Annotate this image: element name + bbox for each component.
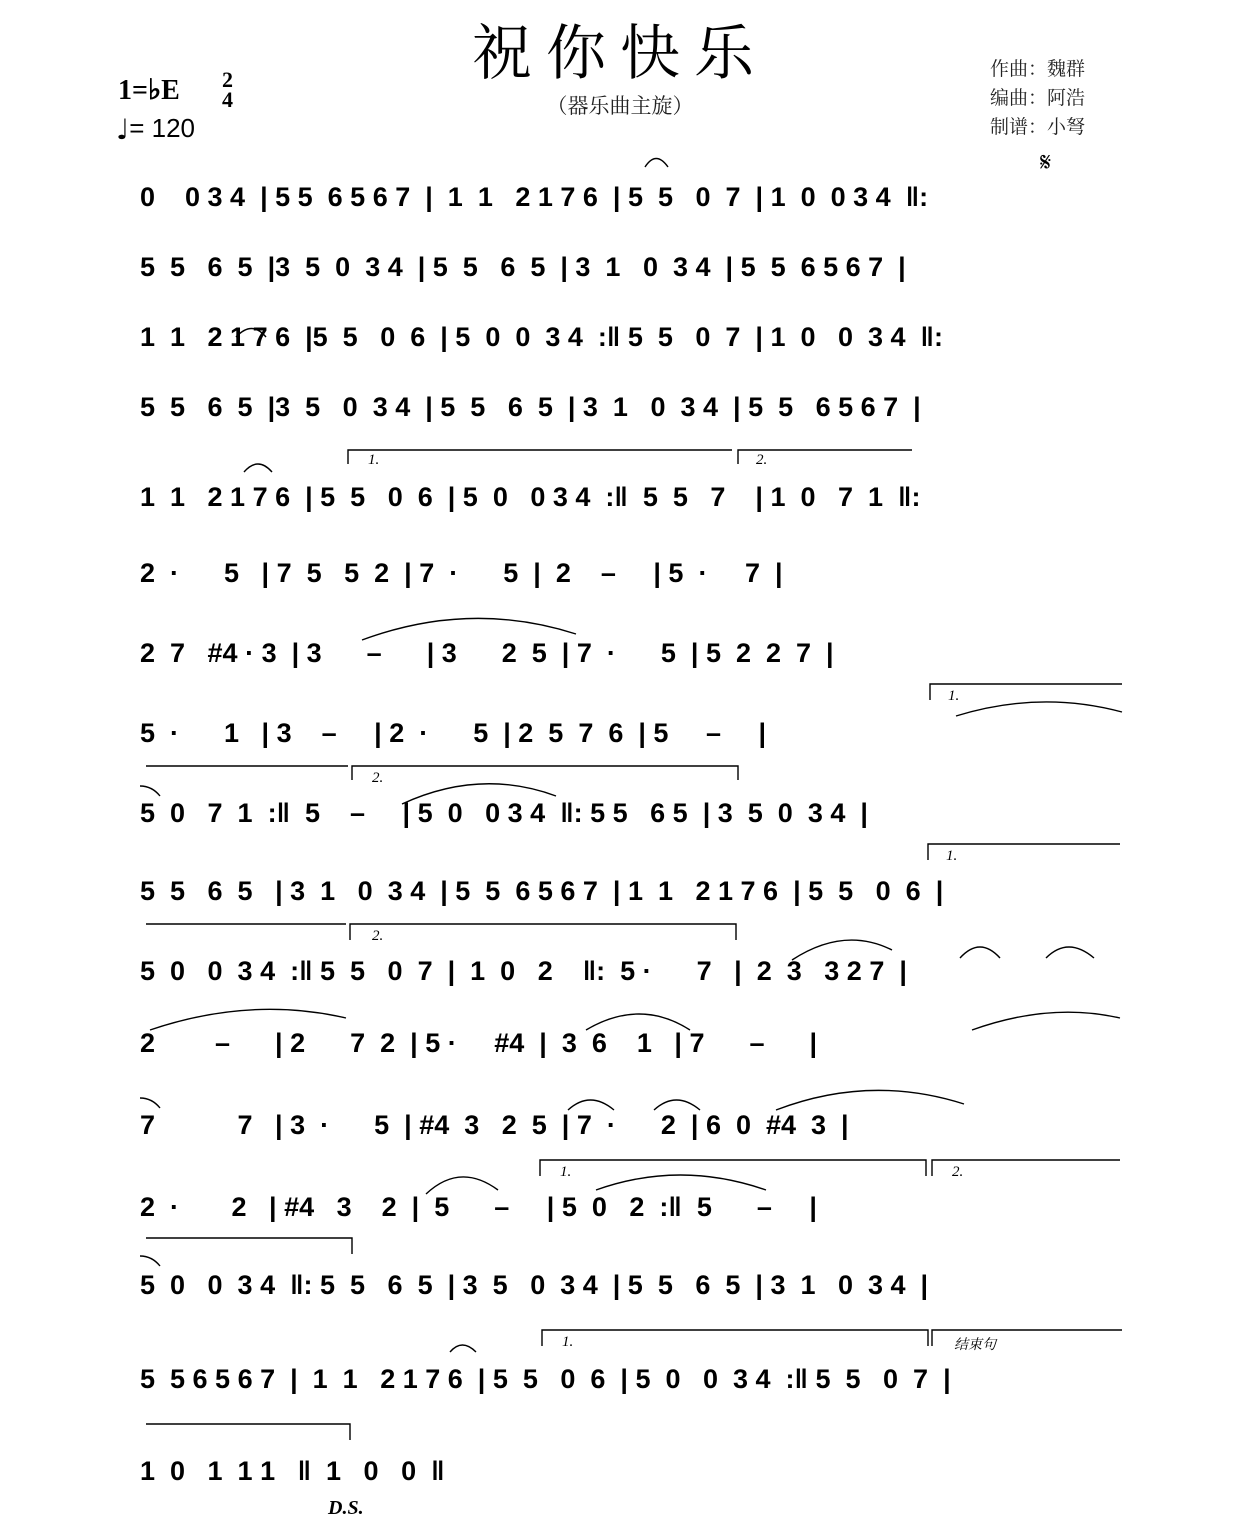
score-line-12: 2 – | 2 7 2 | 5 · #4 | 3 6 1 | 7 – | [140,1028,818,1058]
volta-bracket [542,1330,928,1346]
score-line-1: 0 0 3 4 | 5 5 6 5 6 7 | 1 1 2 1 7 6 | 5 5 0 7 | 1 0 0 3 4 ‖: [140,182,929,212]
score-line-6: 2 · 5 | 7 5 5 2 | 7 · 5 | 2 – | 5 · 7 | [140,558,783,588]
volta-label-4: 2. [372,770,384,786]
score-line-16: 5 5 6 5 6 7 | 1 1 2 1 7 6 | 5 5 0 6 | 5 0 0 3 4 :‖ 5 5 0 7 | [140,1364,951,1394]
credit-arranger: 编曲：阿浩 [990,87,1086,109]
volta-bracket [540,1160,926,1176]
volta-bracket [146,1424,350,1440]
slur [596,1175,766,1190]
volta-label-9: 1. [562,1334,574,1350]
slur [450,1345,476,1352]
slur [140,786,160,796]
score-line-11: 5 0 0 3 4 :‖ 5 5 0 7 | 1 0 2 ‖: 5 · 7 | 2 3 3 2 7 | [140,956,907,986]
score-line-3: 1 1 2 1 7 6 |5 5 0 6 | 5 0 0 3 4 :‖ 5 5 0 7 | 1 0 0 3 4 ‖: [140,322,943,352]
slur [956,702,1122,716]
score-line-5: 1 1 2 1 7 6 | 5 5 0 6 | 5 0 0 3 4 :‖ 5 5 7 | 1 0 7 1 ‖: [140,482,921,512]
score-line-2: 5 5 6 5 |3 5 0 3 4 | 5 5 6 5 | 3 1 0 3 4 | 5 5 6 5 6 7 | [140,252,906,282]
volta-bracket [352,766,738,780]
credit-composer: 作曲：魏群 [990,58,1086,80]
score-line-4: 5 5 6 5 |3 5 0 3 4 | 5 5 6 5 | 3 1 0 3 4 | 5 5 6 5 6 7 | [140,392,921,422]
volta-label-3: 1. [948,688,960,704]
volta-label-6: 2. [372,928,384,944]
volta-label-2: 2. [756,452,768,468]
segno-icon: 𝄋 [1040,148,1052,178]
score-line-8: 5 · 1 | 3 – | 2 · 5 | 2 5 7 6 | 5 – | [140,718,767,748]
slur [140,1256,160,1266]
time-signature-top: 2 [222,67,233,92]
score-line-10: 5 5 6 5 | 3 1 0 3 4 | 5 5 6 5 6 7 | 1 1 2 1 7 6 | 5 5 0 6 | [140,876,944,906]
volta-label-ending: 结束句 [954,1337,996,1353]
slur [645,159,668,168]
credit-transcriber: 制谱：小弩 [990,116,1086,138]
score-line-13: 7 7 | 3 · 5 | #4 3 2 5 | 7 · 2 | 6 0 #4 3 | [140,1110,849,1140]
volta-bracket [146,1238,352,1254]
time-signature-bottom: 4 [222,87,233,112]
quarter-note-icon: ♩ [116,113,130,146]
score-line-9: 5 0 7 1 :‖ 5 – | 5 0 0 3 4 ‖: 5 5 6 5 | 3 5 0 3 4 | [140,798,868,828]
score-line-7: 2 7 #4 · 3 | 3 – | 3 2 5 | 7 · 5 | 5 2 2 7 | [140,638,834,668]
volta-label-5: 1. [946,848,958,864]
volta-bracket [348,450,732,464]
score-title: 祝你快乐 [472,19,768,89]
volta-label-8: 2. [952,1164,964,1180]
score-line-17: 1 0 1 1 1 ‖ 1 0 0 ‖ [140,1456,445,1486]
score-line-15: 5 0 0 3 4 ‖: 5 5 6 5 | 3 5 0 3 4 | 5 5 6 5 | 3 1 0 3 4 | [140,1270,929,1300]
score-subtitle: （器乐曲主旋） [546,94,694,118]
key-signature: 1=♭E [118,75,180,106]
tempo-value: = 120 [129,113,196,143]
slur [244,464,272,472]
score-line-14: 2 · 2 | #4 3 2 | 5 – | 5 0 2 :‖ 5 – | [140,1192,817,1222]
ds-marking: D.S. [328,1497,364,1519]
volta-label-7: 1. [560,1164,572,1180]
volta-bracket [350,924,736,940]
volta-label-1: 1. [368,452,380,468]
slur [140,1098,160,1108]
